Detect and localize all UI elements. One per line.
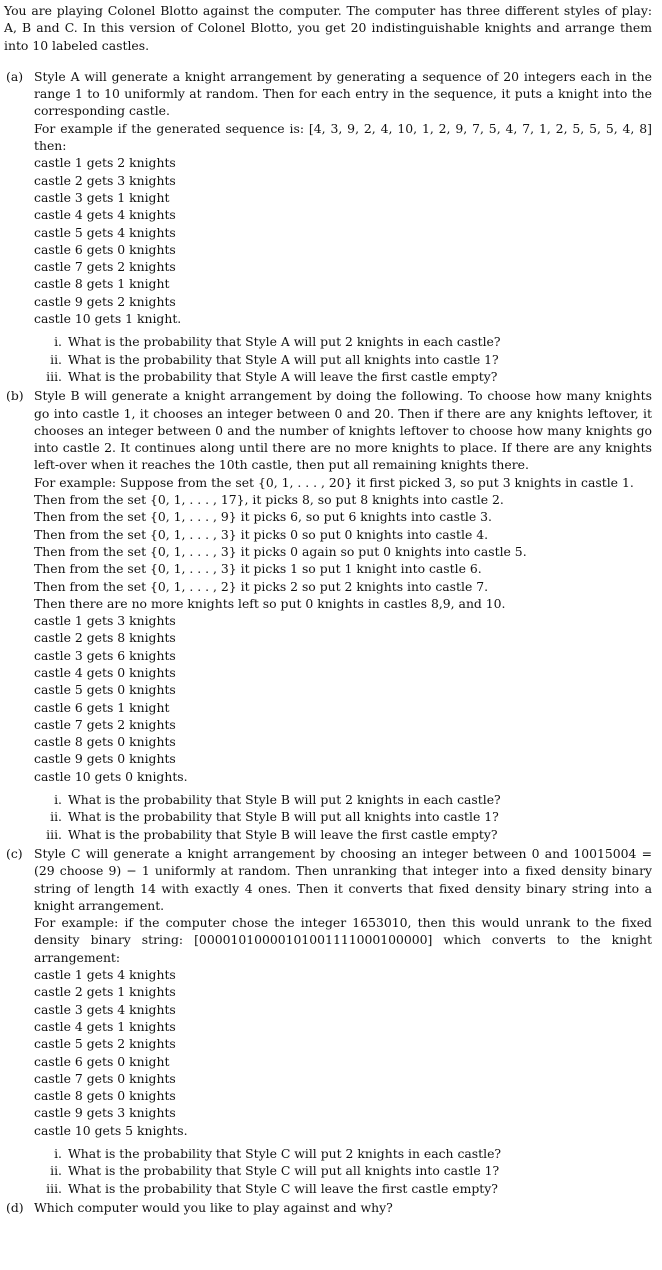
- question-item: [44, 791, 652, 808]
- question-text: What is the probability that Style A will put all knights into castle 1?: [68, 351, 499, 367]
- question-item: [44, 1162, 652, 1179]
- question-text: What is the probability that Style C will put 2 knights in each castle?: [68, 1146, 502, 1161]
- question-item: [44, 1180, 652, 1197]
- question-number: i.: [54, 792, 62, 808]
- example-line: Then from the set {0, 1, . . . , 3} it picks 0 again so put 0 knights into castle 5.: [34, 543, 527, 559]
- castle-line: castle 2 gets 8 knights: [34, 630, 176, 646]
- castle-line: castle 1 gets 4 knights: [34, 967, 176, 983]
- castle-line: castle 2 gets 3 knights: [34, 172, 176, 188]
- castle-line: castle 2 gets 1 knights: [34, 984, 176, 1000]
- question-text: What is the probability that Style B will put all knights into castle 1?: [68, 809, 499, 825]
- part-label: (c): [6, 845, 23, 861]
- question-number: i.: [54, 334, 62, 350]
- castle-line: castle 9 gets 2 knights: [34, 293, 176, 309]
- castle-line: castle 6 gets 0 knights: [34, 241, 176, 257]
- castle-line: castle 5 gets 0 knights: [34, 682, 176, 698]
- example-line: Then from the set {0, 1, . . . , 3} it picks 0 so put 0 knights into castle 4.: [34, 526, 489, 542]
- part-label: (d): [6, 1199, 24, 1215]
- castle-line: castle 6 gets 1 knight: [34, 699, 170, 715]
- castle-line: castle 7 gets 0 knights: [34, 1070, 176, 1086]
- part-a: [4, 68, 652, 385]
- question-number: ii.: [50, 1163, 62, 1179]
- castle-line: castle 8 gets 0 knights: [34, 1088, 176, 1104]
- part-d: [4, 1199, 652, 1216]
- paragraph: For example: if the computer chose the integer 1653010, then this would unrank to the fixed density binary string: [00001010000101001111000100000] which converts to the knight arrangement:: [34, 915, 652, 965]
- castle-line: castle 5 gets 4 knights: [34, 224, 176, 240]
- question-item: [44, 368, 652, 385]
- question-text: What is the probability that Style C will put all knights into castle 1?: [68, 1163, 500, 1179]
- question-number: iii.: [46, 826, 62, 842]
- castle-line: castle 9 gets 0 knights: [34, 751, 176, 767]
- paragraph: Style A will generate a knight arrangement by generating a sequence of 20 integers each in the range 1 to 10 uniformly at random. Then for each entry in the sequence, it puts a knight into the corresponding castle.: [34, 68, 652, 119]
- castle-line: castle 10 gets 1 knight.: [34, 311, 182, 327]
- castle-line: castle 4 gets 0 knights: [34, 664, 176, 680]
- example-line: Then there are no more knights left so put 0 knights in castles 8,9, and 10.: [34, 595, 506, 611]
- castle-list: [34, 154, 652, 327]
- question-list: [44, 791, 652, 843]
- castle-list: [34, 612, 652, 785]
- castle-line: castle 7 gets 2 knights: [34, 259, 176, 275]
- castle-line: castle 10 gets 5 knights.: [34, 1122, 188, 1138]
- castle-line: castle 10 gets 0 knights.: [34, 768, 188, 784]
- question-text: What is the probability that Style B will put 2 knights in each castle?: [68, 792, 501, 808]
- castle-line: castle 8 gets 1 knight: [34, 276, 170, 292]
- question-number: i.: [54, 1146, 62, 1161]
- castle-line: castle 1 gets 3 knights: [34, 613, 176, 629]
- castle-line: castle 3 gets 4 knights: [34, 1001, 176, 1017]
- question-list: [44, 333, 652, 385]
- question-text: What is the probability that Style B will leave the first castle empty?: [68, 826, 498, 842]
- example-line: Then from the set {0, 1, . . . , 17}, it picks 8, so put 8 knights into castle 2.: [34, 492, 504, 508]
- castle-line: castle 6 gets 0 knight: [34, 1053, 170, 1069]
- part-label: (b): [6, 388, 24, 404]
- castle-line: castle 1 gets 2 knights: [34, 155, 176, 171]
- castle-line: castle 7 gets 2 knights: [34, 716, 176, 732]
- question-number: ii.: [50, 809, 62, 825]
- example-line: Then from the set {0, 1, . . . , 3} it picks 1 so put 1 knight into castle 6.: [34, 561, 482, 577]
- castle-line: castle 3 gets 1 knight: [34, 189, 170, 205]
- paragraph: Style B will generate a knight arrangement by doing the following. To choose how many knights go into castle 1, it chooses an integer between 0 and 20. Then if there are any knights leftover, it chooses an integer between 0 and the number of knights leftover to choose how many knights go into castle 2. It continues along until there are no more knights to place. If there are any knights left-over when it reaches the 10th castle, then put all remaining knights there.: [34, 388, 652, 473]
- question-item: [44, 1145, 652, 1162]
- question-text: What is the probability that Style C will leave the first castle empty?: [68, 1180, 498, 1196]
- paragraph: For example if the generated sequence is: [4, 3, 9, 2, 4, 10, 1, 2, 9, 7, 5, 4, 7, 1, 2, 5, 5, 5, 4, 8] then:: [34, 120, 652, 154]
- question-number: iii.: [46, 1180, 62, 1196]
- castle-line: castle 9 gets 3 knights: [34, 1105, 176, 1121]
- intro-paragraph: You are playing Colonel Blotto against the computer. The computer has three different styles of play: A, B and C. In this version of Colonel Blotto, you get 20 indistinguishable knights and arrange them into 10 labeled castles.: [4, 3, 652, 53]
- question-list: [44, 1145, 652, 1197]
- example-line: Then from the set {0, 1, . . . , 9} it picks 6, so put 6 knights into castle 3.: [34, 509, 492, 525]
- example-line: Then from the set {0, 1, . . . , 2} it picks 2 so put 2 knights into castle 7.: [34, 578, 489, 594]
- castle-line: castle 8 gets 0 knights: [34, 734, 176, 750]
- question-item: [44, 333, 652, 350]
- question-item: [44, 826, 652, 843]
- paragraph: Which computer would you like to play against and why?: [34, 1199, 393, 1215]
- castle-list: [34, 966, 652, 1139]
- castle-line: castle 5 gets 2 knights: [34, 1036, 176, 1052]
- question-item: [44, 808, 652, 825]
- castle-line: castle 4 gets 1 knights: [34, 1018, 176, 1034]
- question-number: ii.: [50, 351, 62, 367]
- part-label: (a): [6, 68, 24, 84]
- question-number: iii.: [46, 368, 62, 384]
- castle-line: castle 4 gets 4 knights: [34, 207, 176, 223]
- question-text: What is the probability that Style A will put 2 knights in each castle?: [68, 334, 501, 350]
- part-c: [4, 845, 652, 1197]
- example-line: For example: Suppose from the set {0, 1, . . . , 20} it first picked 3, so put 3 knights in castle 1.: [34, 474, 634, 490]
- question-text: What is the probability that Style A will leave the first castle empty?: [68, 368, 498, 384]
- paragraph: Style C will generate a knight arrangement by choosing an integer between 0 and 10015004 = (29 choose 9) − 1 uniformly at random. Then unranking that integer into a fixed density binary string of length 14 with exactly 4 ones. Then it converts that fixed density binary string into a knight arrangement.: [34, 845, 652, 913]
- castle-line: castle 3 gets 6 knights: [34, 647, 176, 663]
- part-b: [4, 387, 652, 843]
- question-item: [44, 351, 652, 368]
